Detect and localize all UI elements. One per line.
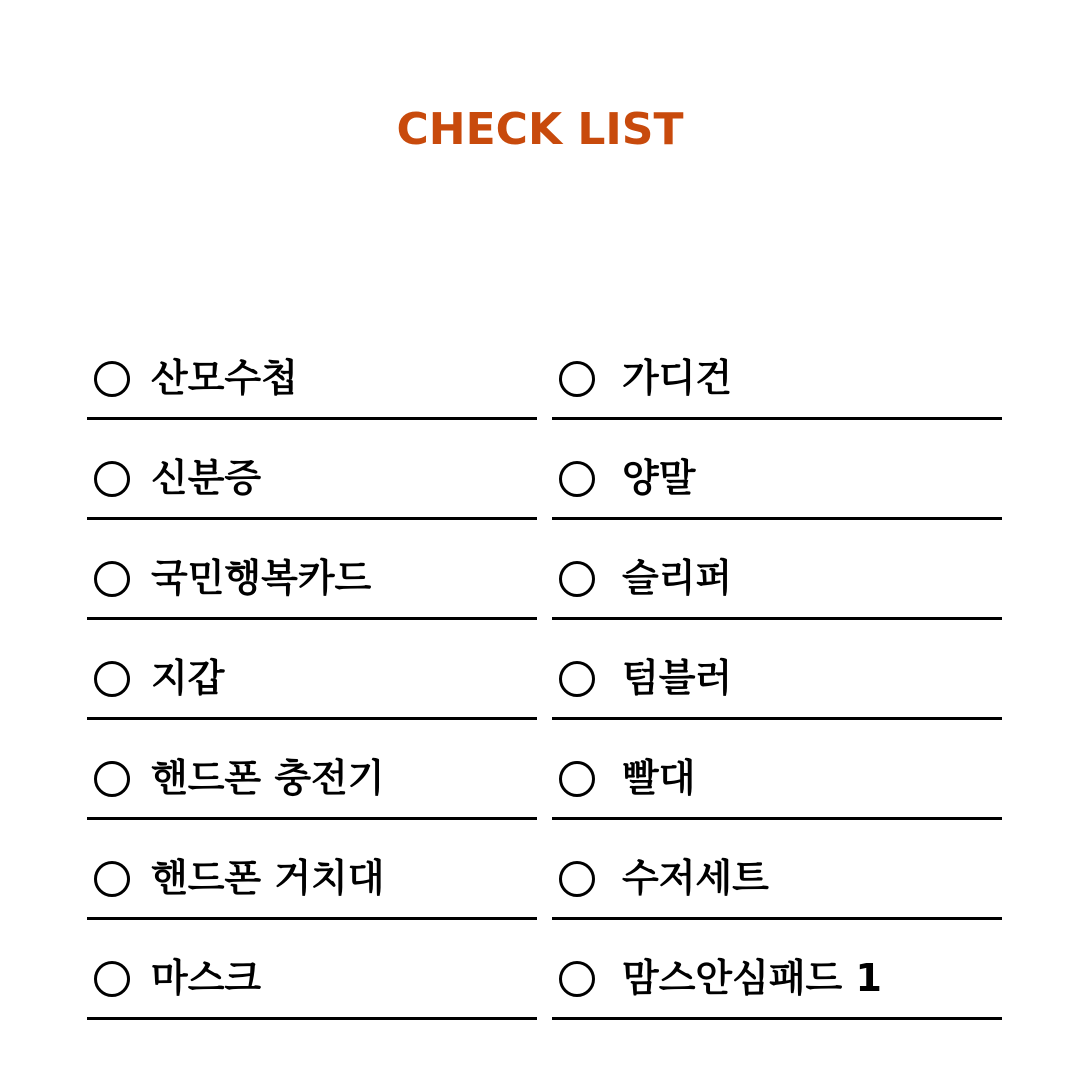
checkbox-circle-icon[interactable] [94,661,130,697]
checkbox-circle-icon[interactable] [559,361,595,397]
checkbox-circle-icon[interactable] [94,861,130,897]
item-label: 핸드폰 거치대 [151,856,385,900]
list-item[interactable] [87,520,537,620]
item-label: 국민행복카드 [151,556,372,600]
list-item[interactable] [552,420,1002,520]
item-label: 산모수첩 [151,356,298,400]
item-label: 신분증 [151,456,262,500]
item-label: 가디건 [622,356,733,400]
item-label: 양말 [622,456,696,500]
list-item[interactable] [87,420,537,520]
list-item[interactable] [87,318,537,420]
item-label: 슬리퍼 [622,556,733,600]
list-item[interactable] [552,820,1002,920]
item-label: 빨대 [622,756,696,800]
item-label: 지갑 [151,656,225,700]
list-item[interactable] [87,620,537,720]
list-item[interactable] [552,920,1002,1020]
checkbox-circle-icon[interactable] [94,461,130,497]
checkbox-circle-icon[interactable] [559,761,595,797]
checkbox-circle-icon[interactable] [94,561,130,597]
checkbox-circle-icon[interactable] [94,761,130,797]
item-label: 핸드폰 충전기 [151,756,385,800]
list-item[interactable] [87,920,537,1020]
item-label: 마스크 [151,956,262,1000]
item-label: 텀블러 [622,656,733,700]
list-item[interactable] [552,720,1002,820]
checkbox-circle-icon[interactable] [559,661,595,697]
list-item[interactable] [552,520,1002,620]
checklist-left-column [87,318,537,1020]
item-label: 맘스안심패드 1 [622,956,882,1000]
list-item[interactable] [87,720,537,820]
page-title: CHECK LIST [396,104,684,155]
checklist-right-column [552,318,1002,1020]
list-item[interactable] [552,620,1002,720]
list-item[interactable] [87,820,537,920]
checkbox-circle-icon[interactable] [94,361,130,397]
checkbox-circle-icon[interactable] [559,561,595,597]
checkbox-circle-icon[interactable] [559,861,595,897]
checkbox-circle-icon[interactable] [94,961,130,997]
list-item[interactable] [552,318,1002,420]
checkbox-circle-icon[interactable] [559,461,595,497]
checkbox-circle-icon[interactable] [559,961,595,997]
item-label: 수저세트 [622,856,769,900]
